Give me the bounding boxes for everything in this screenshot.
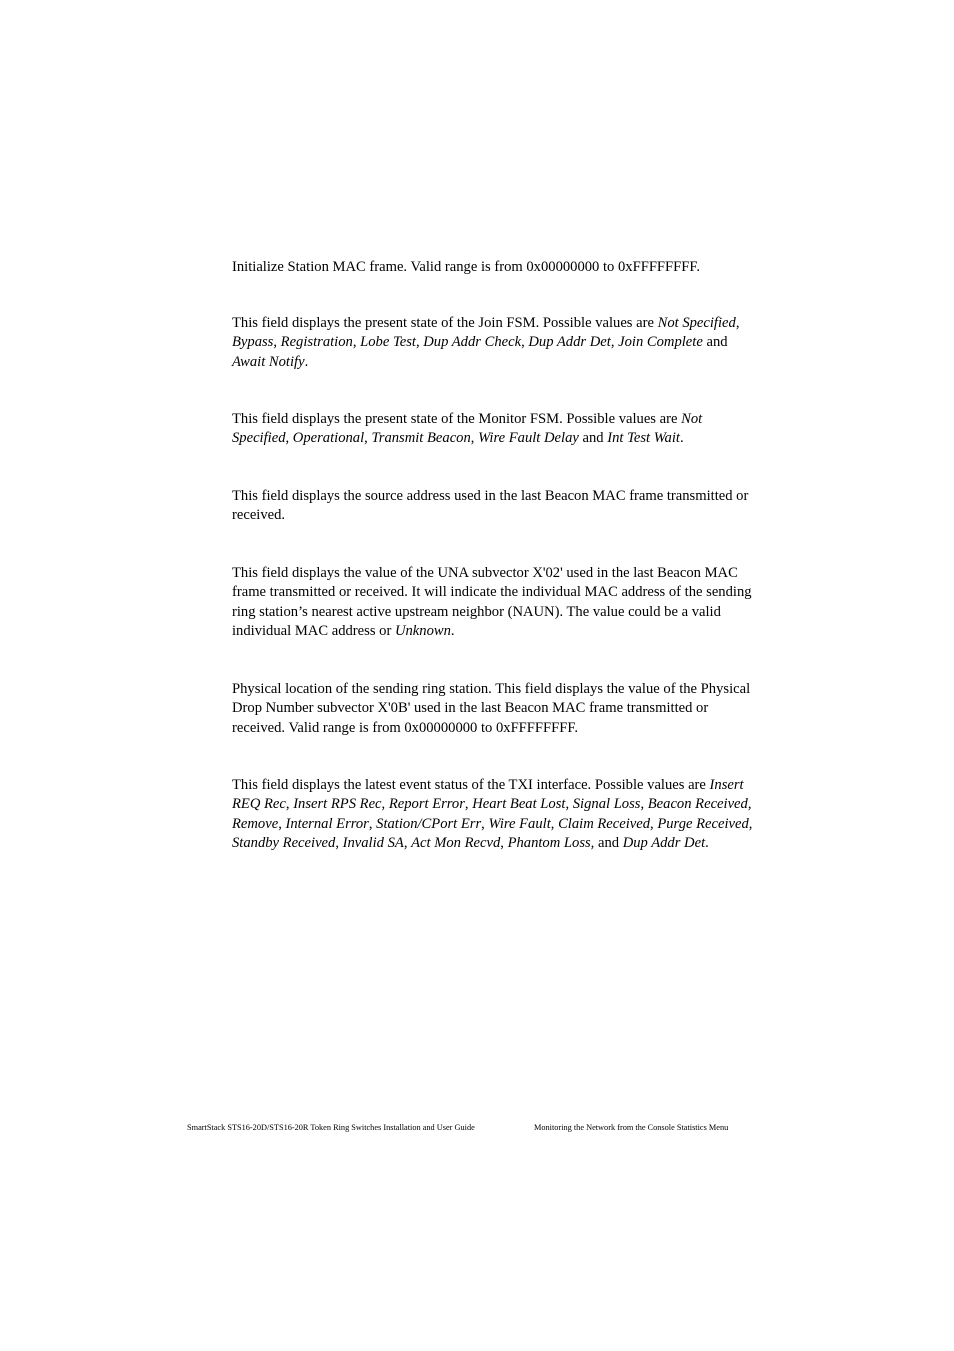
footer-section-title: Monitoring the Network from the Console Statistics Menu [534,1123,729,1132]
italic-term: Insert RPS Rec [293,796,382,813]
italic-term: Wire Fault [488,815,551,832]
paragraph-txi-event-status: This field displays the latest event status of the TXI interface. Possible values are Insert REQ Rec, Insert RPS Rec, Report Error, Heart Beat Lost, Signal Loss, Beacon Received, Remove, Internal Error, Station/CPort Err, Wire Fault, Claim Received, Purge Received, Standby Received, Invalid SA, Act Mon Recvd, Phantom Loss, and Dup Addr Det. [232,777,753,852]
italic-term: Station/CPort Err [376,815,482,832]
italic-term: Dup Addr Det [622,835,706,852]
paragraph-join-fsm: This field displays the present state of the Join FSM. Possible values are Not Specified, Bypass, Registration, Lobe Test, Dup Addr Check, Dup Addr Det, Join Complete and Await Notify. [232,315,740,370]
italic-term: Dup Addr Det [528,334,611,351]
italic-term: Bypass [232,334,274,351]
footer-guide-title: SmartStack STS16-20D/STS16-20R Token Ring Switches Installation and User Guide [187,1123,475,1132]
italic-term: Phantom Loss, [507,835,595,852]
italic-term: Lobe Test [360,334,416,351]
italic-term: Signal Loss [572,796,641,813]
italic-term: Join Complete [618,334,703,351]
paragraph-beacon-source-address: This field displays the source address used in the last Beacon MAC frame transmitted or received. [232,488,749,524]
italic-term: Internal Error [285,815,369,832]
italic-term: Dup Addr Check [423,334,522,351]
italic-term: Await Notify [232,353,305,370]
italic-term: Wire Fault Delay [478,430,579,447]
italic-term: Claim Received [558,815,651,832]
italic-term: Not Specified [232,411,703,447]
paragraph-una-subvector: This field displays the value of the UNA subvector X'02' used in the last Beacon MAC frame transmitted or received. It will indicate the individual MAC address of the sending ring station’s nearest active upstream neighbor (NAUN). The value could be a valid individual MAC address or Unknown. [232,565,752,640]
italic-term: Purge Received [657,815,749,832]
italic-term: Heart Beat Lost [472,796,566,813]
italic-term: Transmit Beacon [371,430,471,447]
italic-term: Operational [292,430,365,447]
paragraph-physical-drop-number: Physical location of the sending ring station. This field displays the value of the Physical Drop Number subvector X'0B' used in the last Beacon MAC frame transmitted or received. Valid range is from 0x00000000 to 0xFFFFFFFF. [232,681,751,736]
italic-term: Not Specified [657,315,736,331]
italic-term: Insert REQ Rec [232,777,744,813]
italic-term: Standby Received [232,835,336,852]
italic-term: Beacon Received [647,796,748,813]
italic-term: Report Error [388,796,465,813]
italic-term: Act Mon Recvd [411,835,501,852]
italic-term: Int Test Wait [607,430,680,447]
paragraph-monitor-fsm: This field displays the present state of the Monitor FSM. Possible values are Not Specified, Operational, Transmit Beacon, Wire Fault Delay and Int Test Wait. [232,411,703,447]
paragraph-init-station-range: Initialize Station MAC frame. Valid range is from 0x00000000 to 0xFFFFFFFF. [232,259,700,275]
italic-term: Invalid SA [342,835,404,852]
italic-term: Registration [280,334,353,351]
italic-term: Remove [232,815,279,832]
italic-term: Unknown [394,623,451,640]
